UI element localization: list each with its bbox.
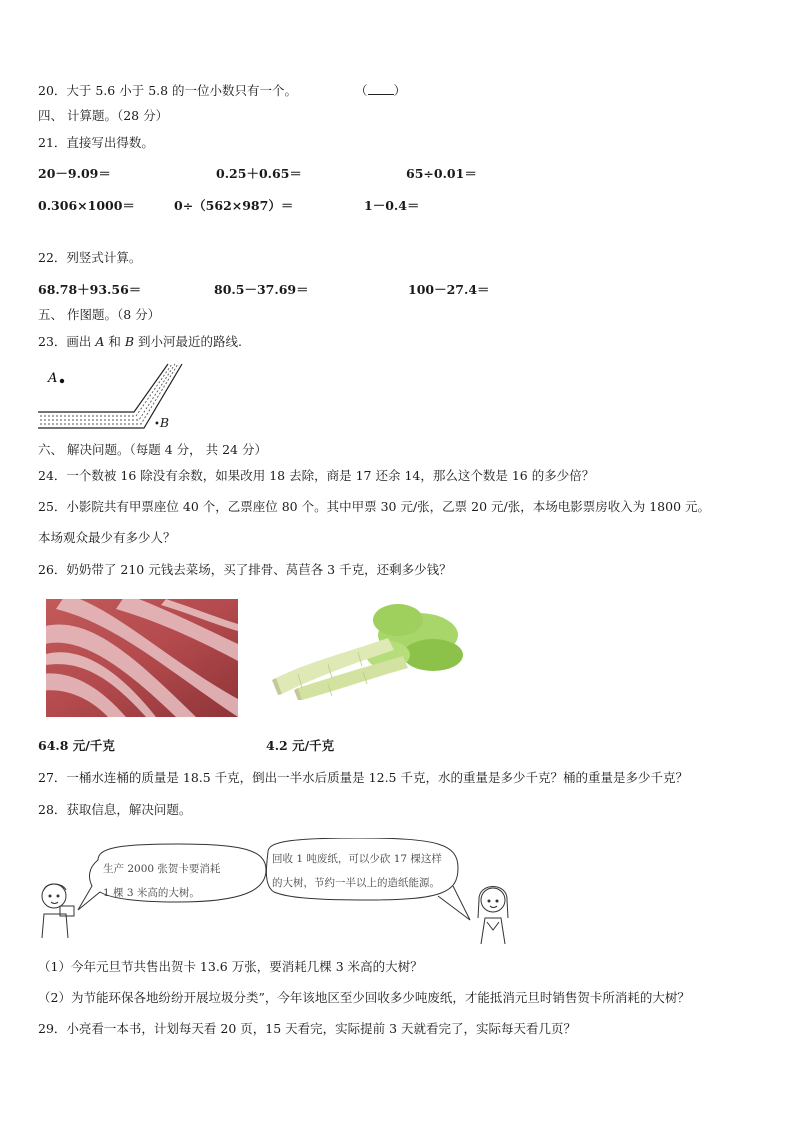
question-23-title — [38, 336, 242, 349]
q22-expr-3: 100－27.4＝ — [408, 282, 490, 297]
question-28-sub2: （2）为节能环保各地纷纷开展垃圾分类”，今年该地区至少回收多少吨废纸，才能抵消元旦时销售贺卡所消耗的大树？ — [38, 990, 690, 1005]
question-21-title: 21．直接写出得数。 — [38, 135, 154, 150]
q23-title-pre: 23．画出 — [38, 334, 96, 349]
question-28-sub1: （1）今年元旦节共售出贺卡 13.6 万张，要消耗几棵 3 米高的大树？ — [38, 959, 423, 974]
question-28-title: 28．获取信息，解决问题。 — [38, 802, 192, 817]
right-bubble-line1: 回收 1 吨废纸，可以少砍 17 棵这样 — [272, 853, 442, 865]
girl-figure — [478, 887, 508, 945]
section-5-title: 五、 作图题。（8 分） — [38, 307, 161, 322]
question-27-text: 27．一桶水连桶的质量是 18.5 千克，倒出一半水后质量是 12.5 千克，水的重量是多少千克？桶的重量是多少千克？ — [38, 770, 688, 785]
point-b-label: •B — [154, 415, 170, 430]
question-25-line2: 本场观众最少有多少人？ — [38, 530, 176, 545]
question-26-text: 26．奶奶带了 210 元钱去菜场，买了排骨、莴苣各 3 千克，还剩多少钱？ — [38, 562, 452, 577]
q21-expr-6: 1－0.4＝ — [364, 198, 420, 213]
point-b-letter: B — [159, 415, 170, 430]
river-water-line-1 — [40, 364, 172, 416]
answer-blank[interactable] — [368, 84, 394, 95]
q23-var-a: A — [95, 334, 105, 349]
q21-expr-1: 20－9.09＝ — [38, 166, 111, 181]
q23-title-mid: 和 — [104, 334, 125, 349]
q22-expr-2: 80.5－37.69＝ — [214, 282, 309, 297]
section-6-title: 六、 解决问题。（每题 4 分， 共 24 分） — [38, 442, 267, 457]
question-29-text: 29．小亮看一本书，计划每天看 20 页，15 天看完，实际提前 3 天就看完了，实际每天看几页？ — [38, 1021, 577, 1036]
q21-expr-2: 0.25＋0.65＝ — [216, 166, 302, 181]
question-20-paren-open: （ — [355, 83, 368, 98]
boy-figure — [42, 884, 74, 938]
point-a-label: A — [48, 371, 58, 386]
lettuce-image — [268, 600, 468, 700]
ribs-price: 64.8 元/千克 — [38, 738, 115, 753]
left-bubble-line2: 1 棵 3 米高的大树。 — [103, 887, 200, 899]
q22-expr-1: 68.78＋93.56＝ — [38, 282, 142, 297]
pork-ribs-image — [46, 599, 238, 717]
question-24-text: 24．一个数被 16 除没有余数，如果改用 18 去除，商是 17 还余 14，那么这个数是 16 的多少倍？ — [38, 468, 595, 483]
lettuce-price: 4.2 元/千克 — [266, 738, 335, 753]
q21-expr-4: 0.306×1000＝ — [38, 198, 135, 213]
question-22-title: 22．列竖式计算。 — [38, 250, 142, 265]
question-20-paren-close: ） — [393, 83, 407, 98]
point-a-dot[interactable] — [60, 379, 64, 383]
q21-expr-5: 0÷（562×987）＝ — [174, 198, 294, 213]
left-speech-bubble — [78, 844, 266, 910]
q21-expr-3: 65÷0.01＝ — [406, 166, 477, 181]
q23-title-post: 到小河最近的路线. — [134, 334, 243, 349]
section-4-title: 四、 计算题。（28 分） — [38, 108, 169, 123]
left-bubble-line1: 生产 2000 张贺卡要消耗 — [103, 863, 221, 875]
question-20 — [38, 84, 406, 98]
q23-var-b: B — [124, 334, 135, 349]
question-20-text: 20．大于 5.6 小于 5.8 的一位小数只有一个。 — [38, 83, 298, 98]
river-water-line-3 — [40, 364, 178, 424]
right-speech-bubble — [266, 838, 458, 900]
right-bubble-tail — [438, 886, 470, 920]
right-bubble-line2: 的大树，节约一半以上的造纸能源。 — [272, 877, 440, 889]
question-25-line1: 25．小影院共有甲票座位 40 个，乙票座位 80 个。其中甲票 30 元/张，乙票 20 元/张，本场电影票房收入为 1800 元。 — [38, 499, 710, 514]
